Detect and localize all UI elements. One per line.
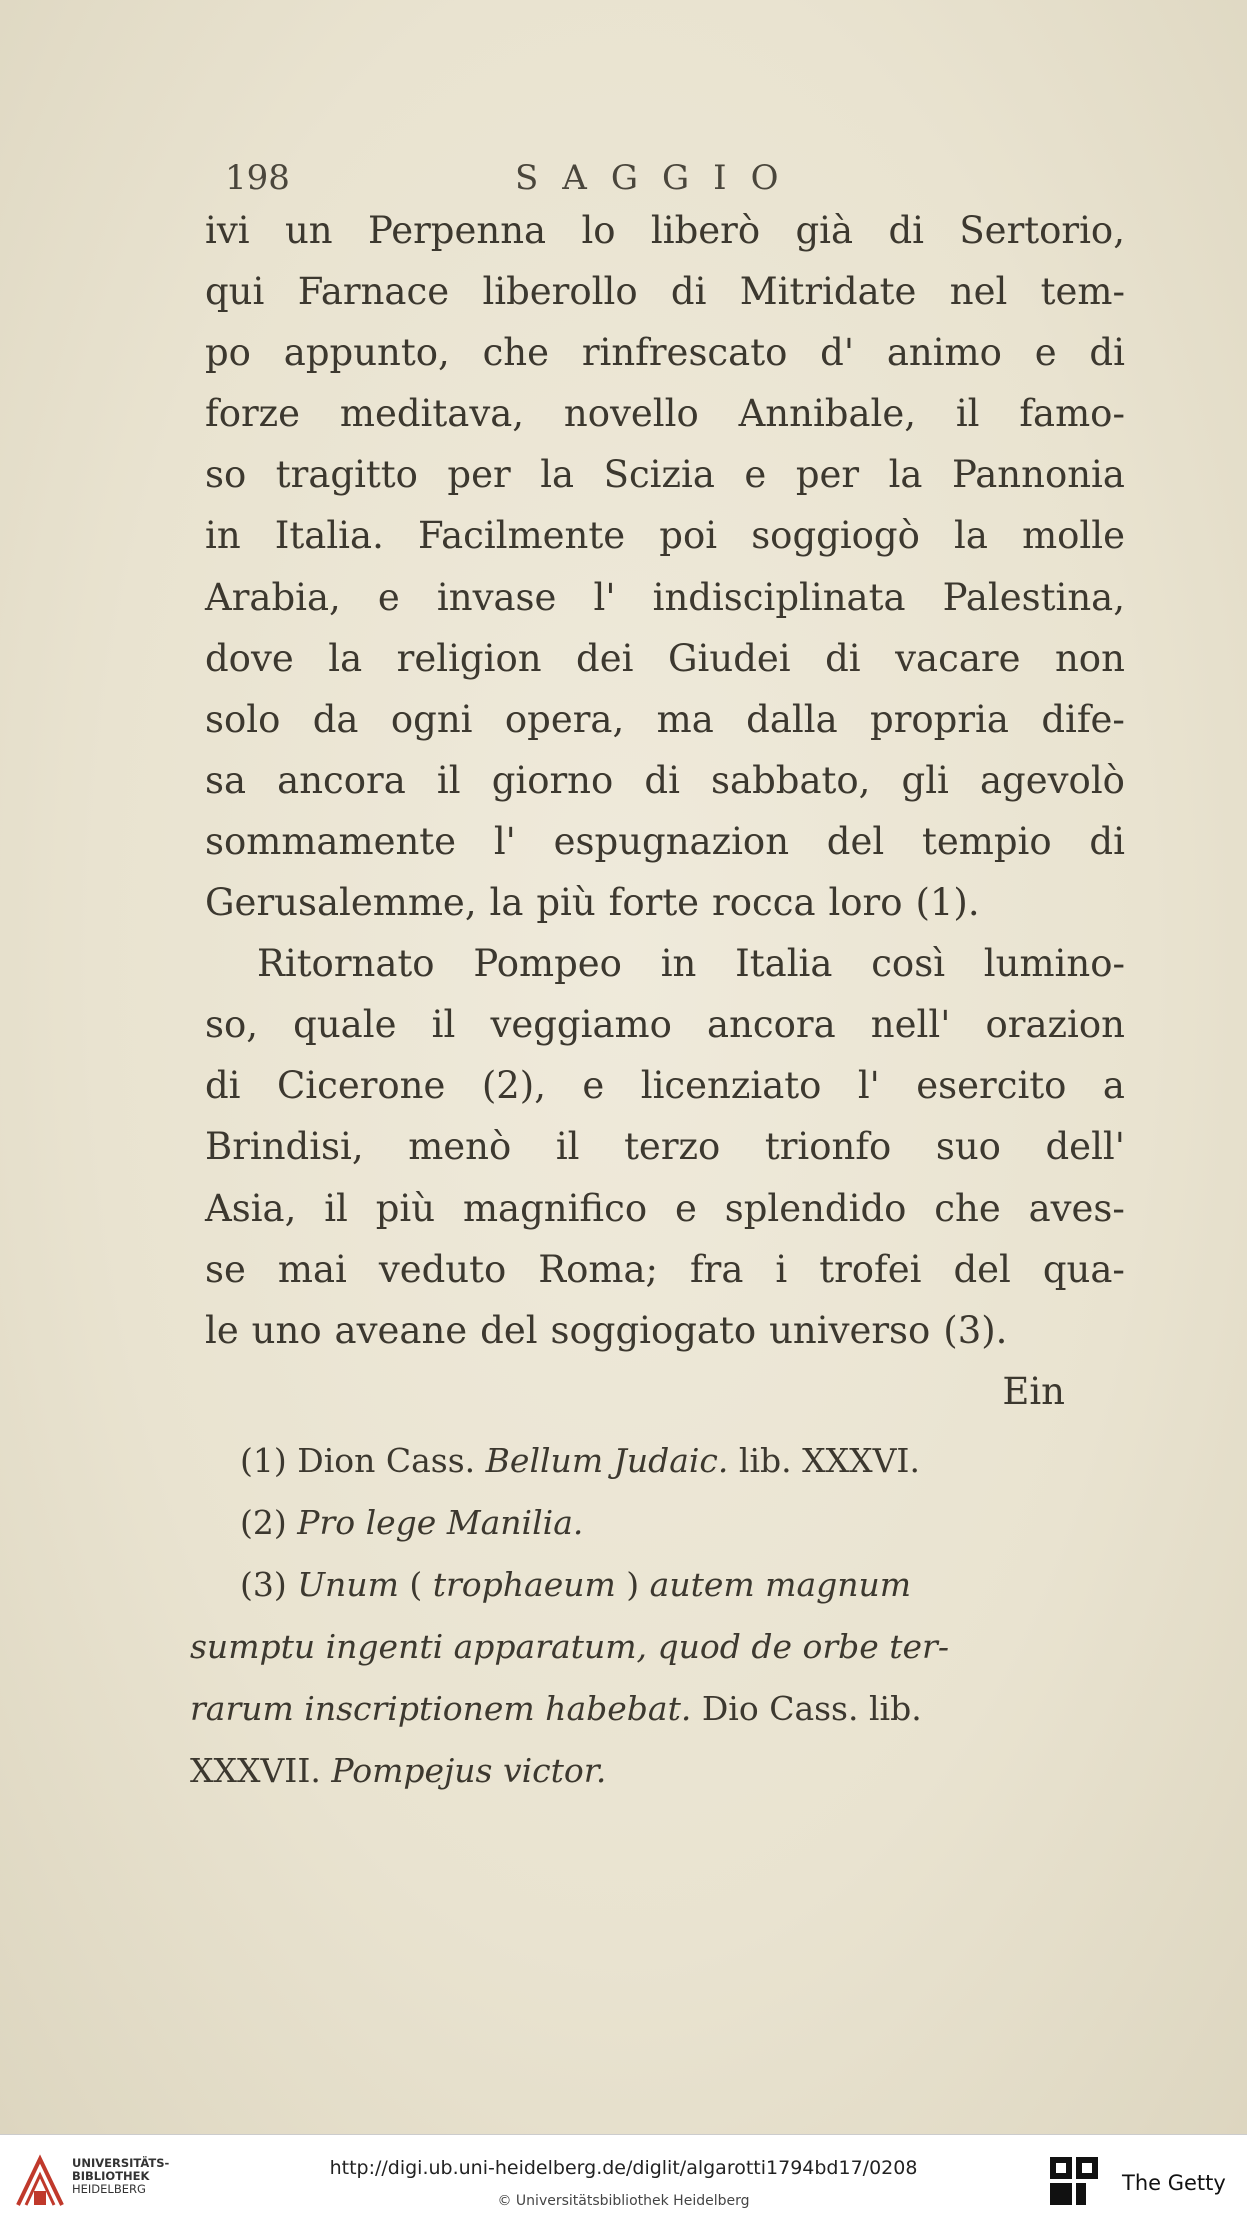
footnote-3-line-3: rarum inscriptionem habebat. Dio Cass. lib.: [190, 1689, 922, 1728]
text-line: se mai veduto Roma; fra i trofei del qua-: [205, 1247, 1125, 1291]
text-line: di Cicerone (2), e licenziato l' esercito a: [205, 1064, 1125, 1108]
text-line: Gerusalemme, la più forte rocca loro (1).: [205, 881, 980, 925]
text-line: Brindisi, menò il terzo trionfo suo dell': [205, 1125, 1125, 1169]
running-title: SAGGIO: [515, 158, 803, 198]
footnote-3-line-1: (3) Unum ( trophaeum ) autem magnum: [240, 1565, 912, 1604]
text-line: dove la religion dei Giudei di vacare non: [205, 636, 1125, 680]
text-line: so tragitto per la Scizia e per la Pannonia: [205, 453, 1125, 497]
page-header: [225, 150, 1125, 200]
text-line: forze meditava, novello Annibale, il famo-: [205, 392, 1125, 436]
copyright-notice: © Universitätsbibliothek Heidelberg: [497, 2193, 750, 2209]
text-line: so, quale il veggiamo ancora nell' orazion: [205, 1003, 1125, 1047]
text-line: Asia, il più magnifico e splendido che aves-: [205, 1186, 1125, 1230]
text-line: ivi un Perpenna lo liberò già di Sertorio,: [205, 209, 1125, 252]
text-line: Ritornato Pompeo in Italia così lumino-: [257, 942, 1125, 986]
text-line: le uno aveane del soggiogato universo (3).: [205, 1308, 1008, 1352]
text-line: qui Farnace liberollo di Mitridate nel tem-: [205, 270, 1125, 314]
library-name: UNIVERSITÄTS- BIBLIOTHEK HEIDELBERG: [72, 2156, 170, 2196]
main-text: [205, 200, 1125, 1422]
footnote-2: (2) Pro lege Manilia.: [240, 1503, 584, 1542]
text-line: solo da ogni opera, ma dalla propria dife-: [205, 697, 1125, 741]
text-line: po appunto, che rinfrescato d' animo e di: [205, 331, 1125, 375]
text-line: sommamente l' espugnazion del tempio di: [205, 819, 1125, 863]
getty-logo-icon: [1048, 2155, 1102, 2209]
footnotes: [190, 1430, 1125, 1802]
viewer-footer: [0, 2134, 1247, 2225]
text-line: in Italia. Facilmente poi soggiogò la molle: [205, 514, 1125, 558]
permalink-url[interactable]: http://digi.ub.uni-heidelberg.de/diglit/algarotti1794bd17/0208: [329, 2157, 918, 2179]
page-number: 198: [225, 158, 290, 198]
footnote-3-line-2: sumptu ingenti apparatum, quod de orbe ter-: [190, 1627, 949, 1666]
footnote-3-line-4: XXXVII. Pompejus victor.: [190, 1751, 607, 1790]
text-line: E in: [1002, 1369, 1065, 1413]
getty-partner-name: The Getty: [1122, 2171, 1226, 2195]
text-line: sa ancora il giorno di sabbato, gli agevolò: [205, 758, 1125, 802]
footnote-1: (1) Dion Cass. Bellum Judaic. lib. XXXVI.: [240, 1441, 920, 1480]
text-line: Arabia, e invase l' indisciplinata Palestina,: [205, 575, 1125, 619]
